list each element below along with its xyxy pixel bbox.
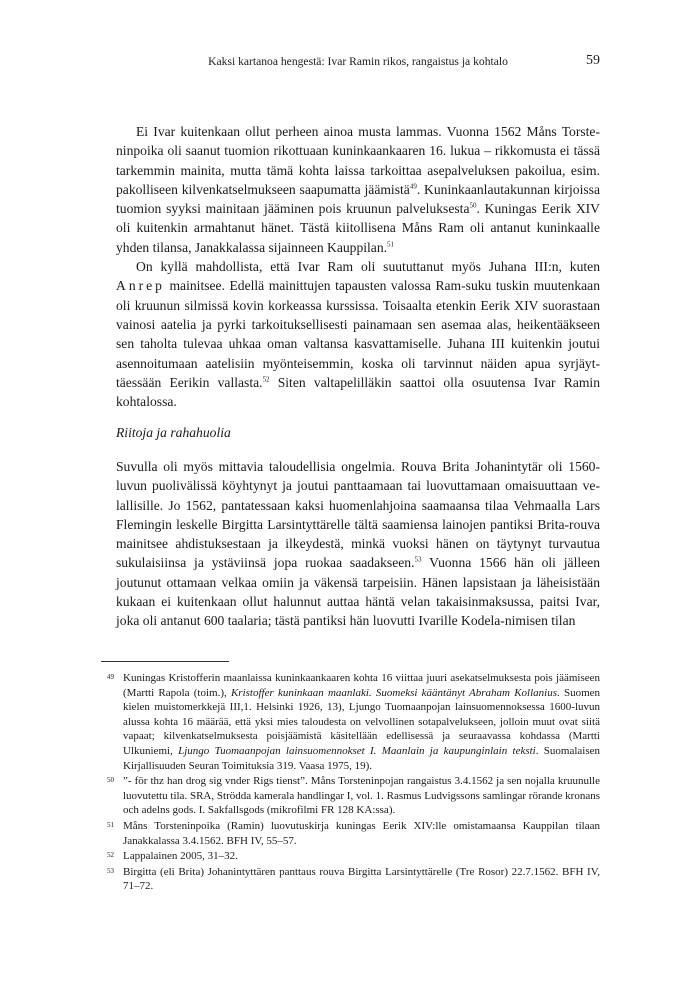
paragraph-1-text-b: . Kuninkaanlautakunnan kirjoissa tuomion syyksi mainitaan jääminen pois kruunun palveluksesta xyxy=(116,181,600,217)
footnote-49-title-b: Ljungo Tuomaanpojan lainsuomennokset I. Maanlain ja kaupunginlain teksti xyxy=(178,744,536,757)
paragraph-1-text-c: . Kuningas Eerik XIV oli kuitenkin armahtanut hänet. Tästä kiitollisena Måns Ram oli antanut kuninkaalle yhden tilansa, Janakkalassa sijainneen Kauppilan. xyxy=(116,201,600,255)
footnote-text xyxy=(123,671,600,773)
footnote-number: 53 xyxy=(107,866,114,875)
body-text-lower xyxy=(116,457,600,631)
footnote-ref-49[interactable]: 49 xyxy=(409,182,417,191)
footnote-49-text-a: Kuningas Kristofferin maanlaissa kuninkaankaaren kohta 16 viittaa juuri asekatselmuksesta pois jäämiseen (Martti Rapola (toim.), xyxy=(123,672,600,699)
footnote-text: ”- för thz han drog sig vnder Rigs tienst”. Måns Torsteninpojan rangaistus 3.4.1562 ja sen nojalla kruunulle luovutettu tila. SRA, Strödda kamerala handlingar I, vol. 1. Rasmus Ludvigssons samlingar rörande kronans och adelns gods. I. Sakfallsgods (mikrofilmi FR 128 KA:ssa). xyxy=(123,775,600,817)
footnote-ref-52[interactable]: 52 xyxy=(262,375,270,384)
footnote-52 xyxy=(101,849,600,864)
running-title: Kaksi kartanoa hengestä: Ivar Ramin rikos, rangaistus ja kohtalo xyxy=(208,55,508,68)
paragraph-3-text-a: Suvulla oli myös mittavia taloudellisia ongelmia. Rouva Brita Johanintytär oli 1560-luvun puolivälissä köyhtynyt ja joutui panttaamaan tai luovuttamaan omaisuuttaan velallisille. Jo 1562, pantatessaan kaksi huomenlahjoina saamaansa tilaa Vehmaalla Lars Flemingin leskelle Birgitta Larsintyttärelle tältä saamiensa lainojen pantiksi Brita-rouva mainitsee ahdistuksestaan ja ilkeydestä, minkä vuoksi hänen on täytynyt turvautua sukulaisiinsa ja ystäviinsä jopa ruokaa saadakseen. xyxy=(116,459,600,571)
author-name-spaced: Anrep xyxy=(116,278,165,294)
footnote-53 xyxy=(101,865,600,894)
footnote-number: 52 xyxy=(107,851,114,860)
section-heading: Riitoja ja rahahuolia xyxy=(116,425,231,440)
footnote-text: Lappalainen 2005, 31–32. xyxy=(123,850,238,863)
footnote-50 xyxy=(101,774,600,818)
footnote-49-text-c: . Suomalaisen Kirjallisuuden Seuran Toimituksia 319. Vaasa 1975, 19). xyxy=(123,744,600,772)
footnote-number: 49 xyxy=(107,673,114,681)
paragraph-2-text-a: On kyllä mahdollista, että Ivar Ram oli suututtanut myös Juhana III:n, kuten xyxy=(136,259,600,275)
paragraph-3 xyxy=(116,457,600,631)
paragraph-2 xyxy=(116,257,600,411)
footnote-number: 50 xyxy=(107,776,114,785)
footnote-ref-51[interactable]: 51 xyxy=(387,240,395,249)
footnote-51 xyxy=(101,819,600,848)
footnote-ref-50[interactable]: 50 xyxy=(469,201,477,210)
paragraph-2-text-b: mainitsee. Edellä mainittujen tapausten valossa Ram-suku tuskin muutenkaan oli kruunun silmissä kovin korkeassa kurssissa. Toisaalta etenkin Eerik XIV suorastaan vainosi aatelia ja pyrki tarkoituksellisesti painamaan sen asemaa alas, heikentääkseen sen taholta tulevaa uhkaa oman valtansa kasvattamiselle. Juhana III kuitenkin joutui asennoitumaan aatelisiin myönteisemmin, koska oli tarvinnut näiden apua syrjäyttäessään Eerikin vallasta. xyxy=(116,278,600,390)
footnote-49-title-a: Kristoffer kuninkaan maanlaki. Suomeksi kääntänyt Abraham Kollanius xyxy=(230,686,557,699)
footnote-divider xyxy=(101,661,229,662)
body-text-upper xyxy=(116,122,600,411)
paragraph-2-text-c: Siten valtapelilläkin saattoi olla osuutensa Ivar Ramin kohtalossa. xyxy=(116,374,600,410)
paragraph-1 xyxy=(116,122,600,257)
footnote-text: Måns Torsteninpoika (Ramin) luovutuskirja kuningas Eerik XIV:lle omistamaansa Kauppilan tilaan Janakkalassa 3.4.1562. BFH IV, 55–57. xyxy=(123,819,600,847)
footnote-49 xyxy=(101,671,600,773)
footnote-text: Birgitta (eli Brita) Johanintyttären panttaus rouva Birgitta Larsintyttärelle (Tre Rosor) 22.7.1562. BFH IV, 71–72. xyxy=(123,865,600,893)
footnote-number: 51 xyxy=(107,820,114,829)
footnotes xyxy=(101,671,600,895)
page-number: 59 xyxy=(586,53,600,68)
paragraph-1-text-a: Ei Ivar kuitenkaan ollut perheen ainoa musta lammas. Vuonna 1562 Måns Torsteninpoika oli saanut tuomion rikottuaan kuninkaankaaren 16. lukua – rikkomusta ei tässä tarkemmin mainita, mutta tämä kohta laissa tarkoittaa asepalveluksen pakoilua, esim. pakolliseen kilvenkatselmukseen saapumatta jäämistä xyxy=(116,124,600,197)
footnote-49-text-b: . Suomen kielen muistomerkkejä III,1. Helsinki 1926, 13), Ljungo Tuomaanpojan lainsuomennoksessa 1600-luvun alussa kohta 16 määrää, että yksi mies taloudesta on velvollinen sotapalvelukseen, jolloin muut ovat siitä vapaat; kilvenkatselmuksesta poisjäämistä käsitellään edellisessä ja seuraavassa kohdassa (Martti Ulkuniemi, xyxy=(123,686,601,757)
footnote-ref-53[interactable]: 53 xyxy=(414,555,422,564)
paragraph-3-text-b: Vuonna 1566 hän oli jälleen joutunut ottamaan velkaa omiin ja väkensä tarpeisiin. Hänen lapsistaan ja läheisistään kukaan ei kuitenkaan ollut halunnut auttaa häntä velan takaisinmaksussa, paitsi Ivar, joka oli antanut 600 taalaria; tästä pantiksi hän luovutti Ivarille Kodela-nimisen tilan xyxy=(116,555,600,629)
